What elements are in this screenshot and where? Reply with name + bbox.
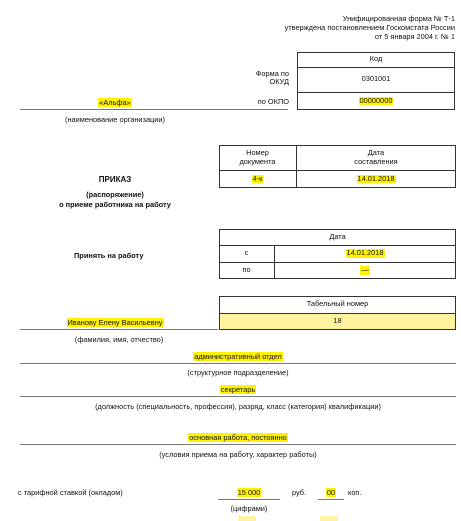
salary-caption: (цифрами) — [230, 504, 268, 513]
okud-value: 0301001 — [361, 74, 391, 84]
okpo-label: по ОКПО — [257, 97, 289, 106]
document-date-value — [296, 170, 456, 188]
document-number-header — [219, 145, 296, 170]
position-value — [20, 385, 456, 394]
organization-name — [20, 98, 210, 107]
salary-rub-value — [218, 488, 280, 497]
form-header — [285, 14, 455, 41]
employee-name-text: Иванову Елену Васильевну — [67, 318, 163, 327]
okpo-value-text: 00000000 — [359, 95, 393, 105]
tab-number-value: 18 — [220, 314, 455, 329]
order-subtitle: (распоряжение) — [86, 190, 144, 199]
organization-name-text: «Альфа» — [99, 98, 131, 107]
salary-kop-value — [318, 488, 344, 497]
form-header-line-3: от 5 января 2004 г. № 1 — [374, 32, 455, 41]
document-date-value-text: 14.01.2018 — [357, 173, 395, 183]
conditions-value-text: основная работа, постоянно — [189, 433, 287, 442]
hire-from-value — [274, 245, 456, 262]
hire-from-label: с — [244, 248, 249, 258]
position-caption: (должность (специальность, профессия), разряд, класс (категория) квалификации) — [95, 402, 381, 411]
salary-label: с тарифной ставкой (окладом) — [18, 488, 123, 497]
document-date-header — [296, 145, 456, 170]
conditions-caption: (условия приема на работу, характер работы) — [159, 450, 317, 459]
document-number-value — [219, 170, 296, 188]
hire-to-label: по — [242, 265, 251, 275]
okud-label-line-1: Форма по — [255, 69, 289, 78]
form-header-line-2: утверждена постановлением Госкомстата России — [284, 23, 455, 32]
document-number-value-text: 4-к — [252, 173, 263, 183]
okud-label-line-2: ОКУД — [269, 77, 289, 86]
salary-kop-label: коп. — [348, 488, 362, 497]
document-date-header-line-1: Дата — [367, 147, 385, 157]
department-value — [20, 352, 456, 361]
organization-caption: (наименование организации) — [64, 115, 165, 124]
hire-date-header: Дата — [329, 231, 346, 241]
tab-number-header: Табельный номер — [306, 299, 369, 309]
employee-name — [20, 318, 210, 327]
conditions-value — [20, 433, 456, 442]
document-number-header-line-1: Номер — [246, 147, 269, 157]
hire-to-value-text: — — [361, 265, 369, 275]
okud-label — [256, 70, 289, 86]
salary-rub-label: руб. — [292, 488, 307, 497]
okpo-value — [297, 93, 455, 109]
salary-kop-value-text: 00 — [326, 488, 336, 497]
salary-rub-value-text: 15 000 — [237, 488, 261, 497]
order-title: ПРИКАЗ — [98, 175, 132, 184]
department-caption: (структурное подразделение) — [187, 368, 289, 377]
order-subject: о приеме работника на работу — [59, 200, 171, 209]
form-header-line-1: Унифицированная форма № Т-1 — [342, 14, 455, 23]
hire-to-value — [274, 262, 456, 279]
department-value-text: административный отдел — [194, 352, 282, 361]
document-date-header-line-2: составления — [354, 156, 398, 166]
position-value-text: секретарь — [220, 385, 256, 394]
document-number-header-line-2: документа — [239, 156, 276, 166]
hire-label: Принять на работу — [74, 251, 144, 260]
next-line-highlight-right — [320, 516, 338, 521]
next-line-highlight-left — [238, 516, 256, 521]
employee-name-caption: (фамилия, имя, отчество) — [74, 335, 164, 344]
hire-from-value-text: 14.01.2018 — [346, 248, 384, 258]
codes-header: Код — [369, 54, 383, 64]
